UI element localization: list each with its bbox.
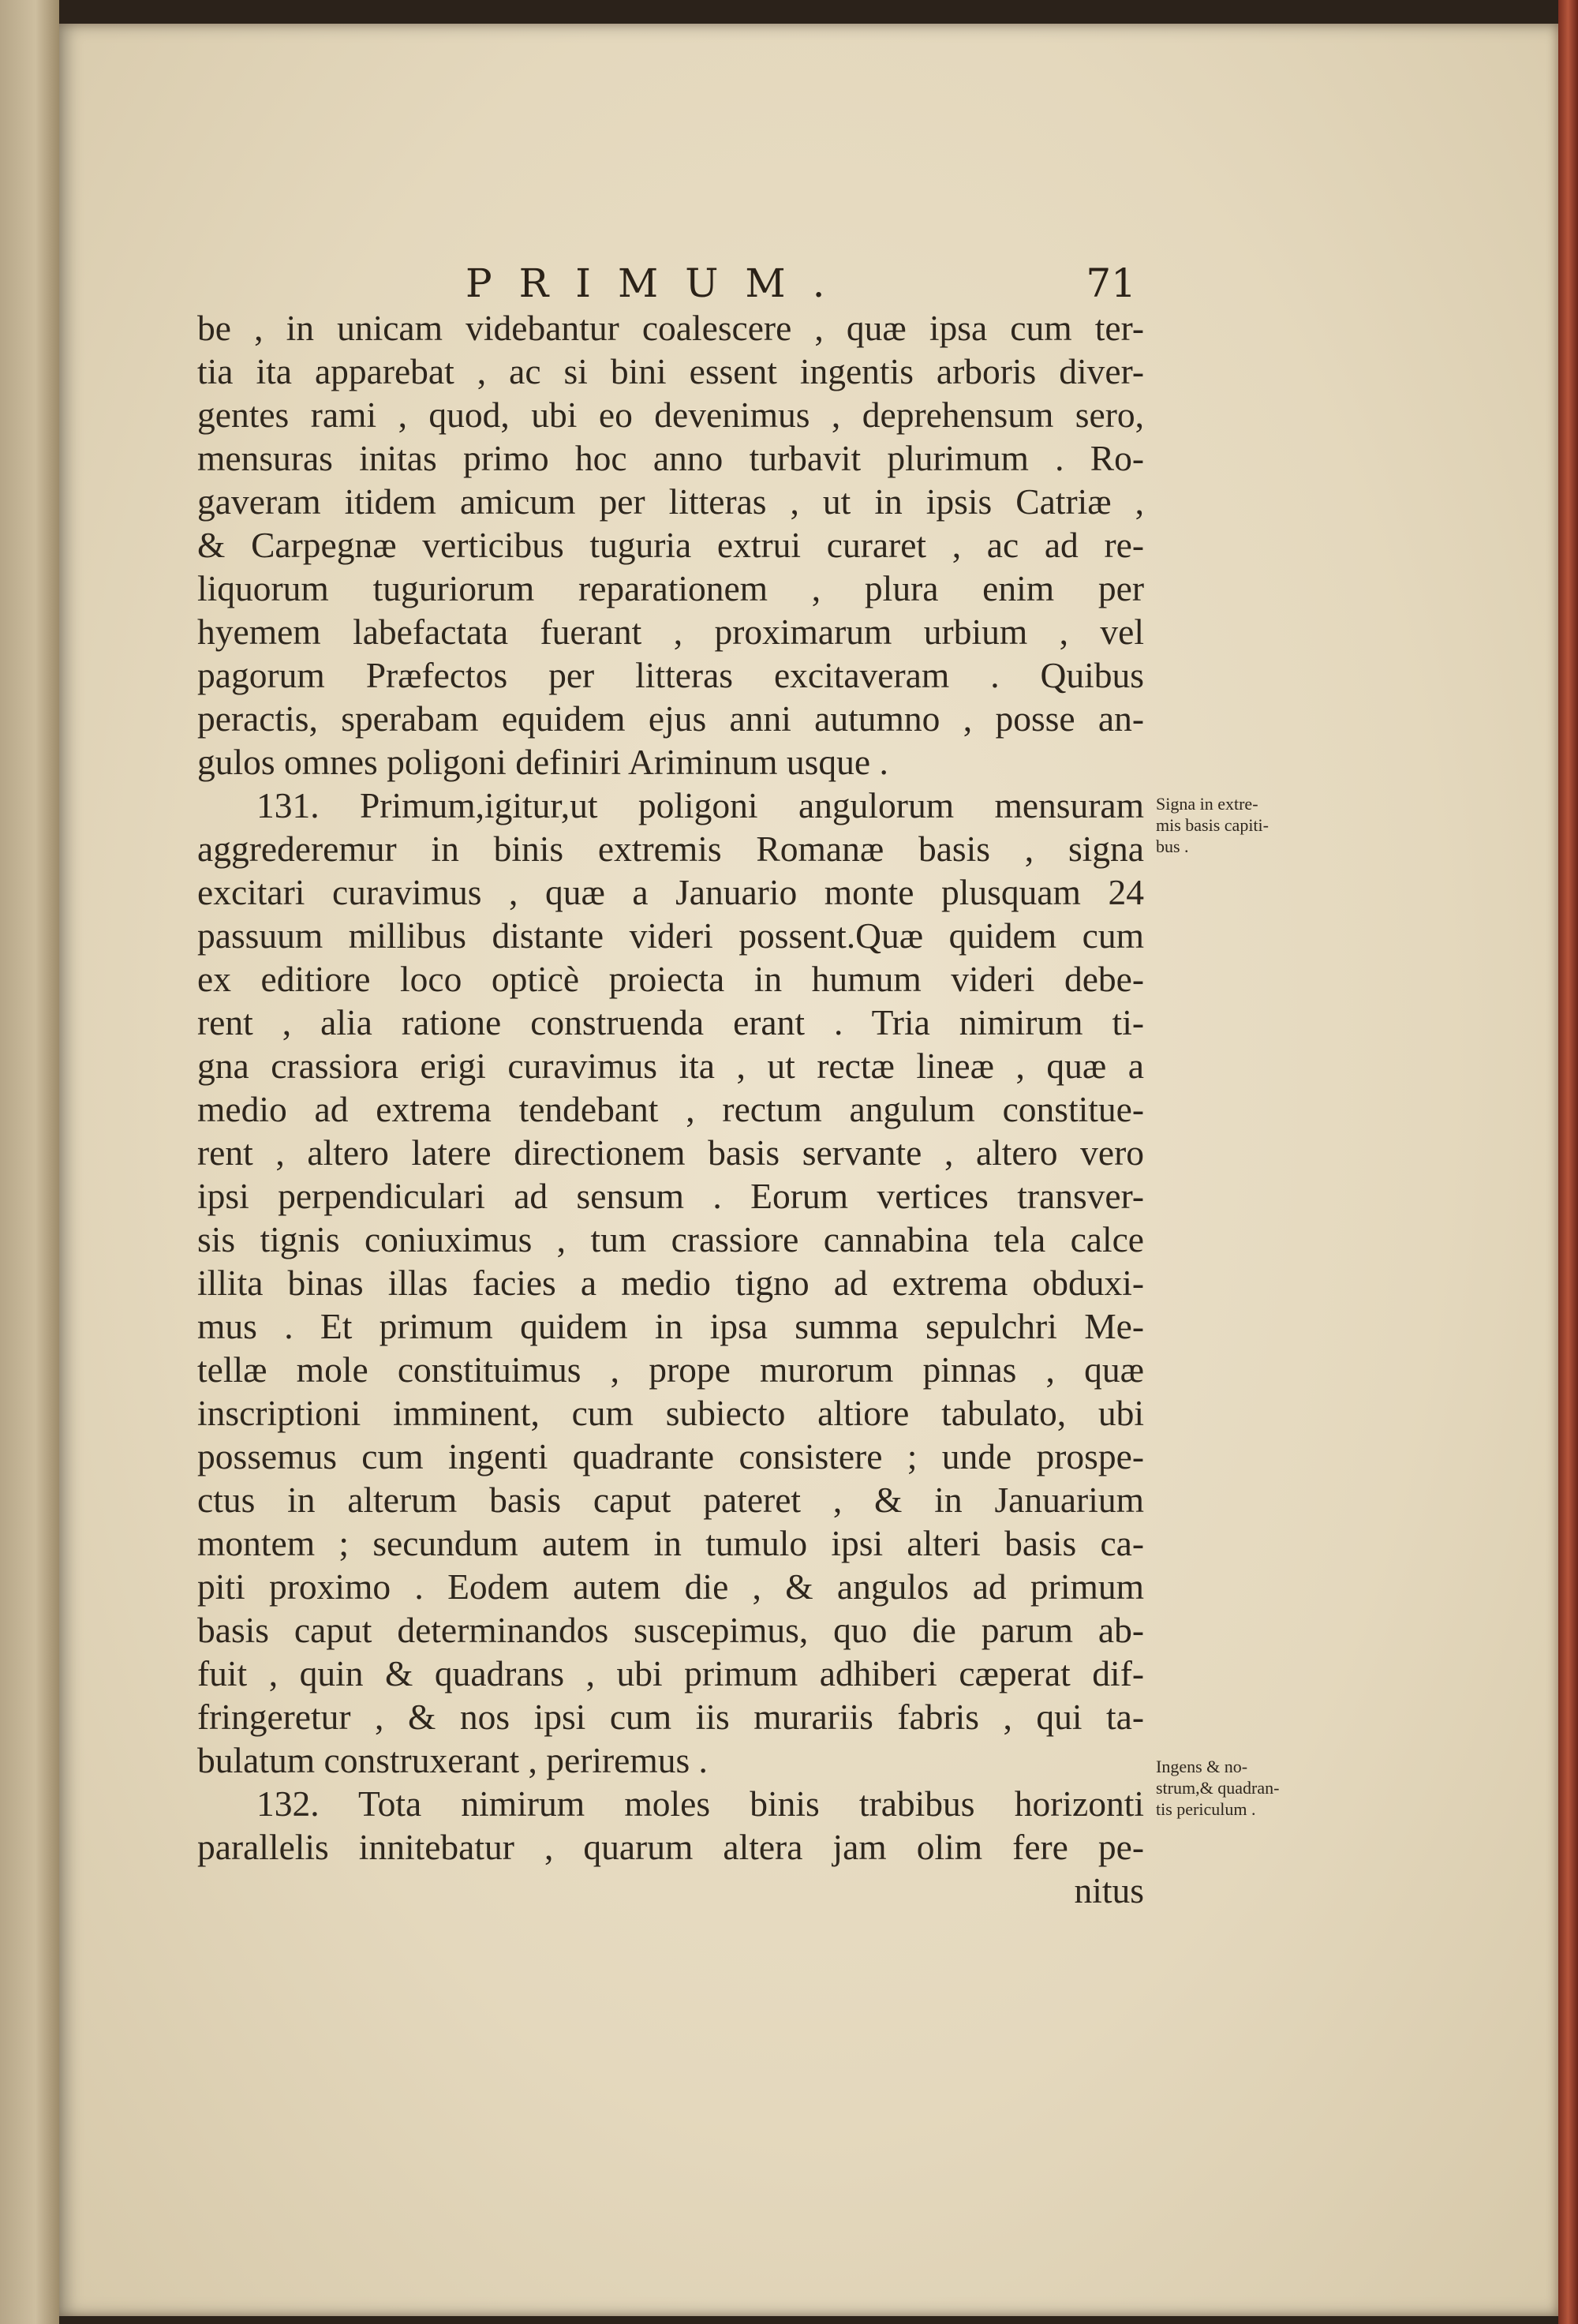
text-line: fuit , quin & quadrans , ubi primum adhiberi cæperat dif- [197, 1653, 1144, 1693]
margin-note-line: tis periculum . [1156, 1799, 1256, 1819]
margin-note-line: Signa in extre- [1156, 794, 1258, 814]
text-line: mensuras initas primo hoc anno turbavit plurimum . Ro- [197, 438, 1144, 478]
text-line: basis caput determinandos suscepimus, quo die parum ab- [197, 1610, 1144, 1650]
running-head: PRIMUM. [466, 260, 852, 306]
text-line: inscriptioni imminent, cum subiecto altiore tabulato, ubi [197, 1393, 1144, 1433]
text-line: gulos omnes poligoni definiri Ariminum usque . [197, 742, 888, 782]
margin-note-line: Ingens & no- [1156, 1757, 1248, 1776]
text-line: mus . Et primum quidem in ipsa summa sepulchri Me- [197, 1306, 1144, 1346]
text-line: ctus in alterum basis caput pateret , & in Januarium [197, 1480, 1144, 1520]
text-line: piti proximo . Eodem autem die , & angulos ad primum [197, 1566, 1144, 1607]
paragraph-131-start: 131. Primum,igitur,ut poligoni angulorum mensuram [256, 785, 1144, 825]
text-line: medio ad extrema tendebant , rectum angulum constitue- [197, 1089, 1144, 1129]
margin-note-line: bus . [1156, 836, 1189, 856]
page-header [466, 260, 1136, 308]
text-line: pagorum Præfectos per litteras excitaveram . Quibus [197, 655, 1144, 695]
text-line: peractis, sperabam equidem ejus anni autumno , posse an- [197, 698, 1144, 739]
text-line: sis tignis coniuximus , tum crassiore cannabina tela calce [197, 1219, 1144, 1259]
text-line: fringeretur , & nos ipsi cum iis murariis fabris , qui ta- [197, 1697, 1144, 1737]
catchword: nitus [1074, 1870, 1144, 1910]
text-line: & Carpegnæ verticibus tuguria extrui curaret , ac ad re- [197, 525, 1144, 565]
text-line: parallelis innitebatur , quarum altera jam olim fere pe- [197, 1827, 1144, 1867]
paragraph-132-start: 132. Tota nimirum moles binis trabibus horizonti [256, 1783, 1144, 1824]
text-line: illita binas illas facies a medio tigno ad extrema obduxi- [197, 1263, 1144, 1303]
facing-page-edge [0, 0, 59, 2324]
text-line: liquorum tuguriorum reparationem , plura enim per [197, 568, 1144, 608]
text-line: ipsi perpendiculari ad sensum . Eorum vertices transver- [197, 1176, 1144, 1216]
page-number: 71 [1086, 260, 1136, 306]
text-line: excitari curavimus , quæ a Januario monte plusquam 24 [197, 872, 1144, 912]
text-line: rent , altero latere directionem basis servante , altero vero [197, 1132, 1144, 1173]
text-line: tellæ mole constituimus , prope murorum pinnas , quæ [197, 1349, 1144, 1390]
text-line: possemus cum ingenti quadrante consistere ; unde prospe- [197, 1436, 1144, 1476]
margin-note-signa [1156, 793, 1329, 857]
text-line: bulatum construxerant , periremus . [197, 1740, 708, 1780]
text-line: aggrederemur in binis extremis Romanæ basis , signa [197, 829, 1144, 869]
margin-note-line: strum,& quadran- [1156, 1778, 1280, 1798]
text-line: gna crassiora erigi curavimus ita , ut rectæ lineæ , quæ a [197, 1046, 1144, 1086]
text-line: montem ; secundum autem in tumulo ipsi alteri basis ca- [197, 1523, 1144, 1563]
text-line: gentes rami , quod, ubi eo devenimus , deprehensum sero, [197, 395, 1144, 435]
text-line: passuum millibus distante videri possent.Quæ quidem cum [197, 915, 1144, 956]
page-edge-red [1558, 0, 1578, 2324]
text-line: ex editiore loco opticè proiecta in humum videri debe- [197, 959, 1144, 999]
text-line: tia ita apparebat , ac si bini essent ingentis arboris diver- [197, 351, 1144, 391]
text-line: rent , alia ratione construenda erant . Tria nimirum ti- [197, 1002, 1144, 1042]
text-line: hyemem labefactata fuerant , proximarum urbium , vel [197, 612, 1144, 652]
text-line: be , in unicam videbantur coalescere , quæ ipsa cum ter- [197, 308, 1144, 348]
text-line: gaveram itidem amicum per litteras , ut in ipsis Catriæ , [197, 481, 1144, 522]
body-text [197, 306, 1144, 1912]
margin-note-ingens [1156, 1756, 1329, 1820]
margin-note-line: mis basis capiti- [1156, 815, 1269, 835]
